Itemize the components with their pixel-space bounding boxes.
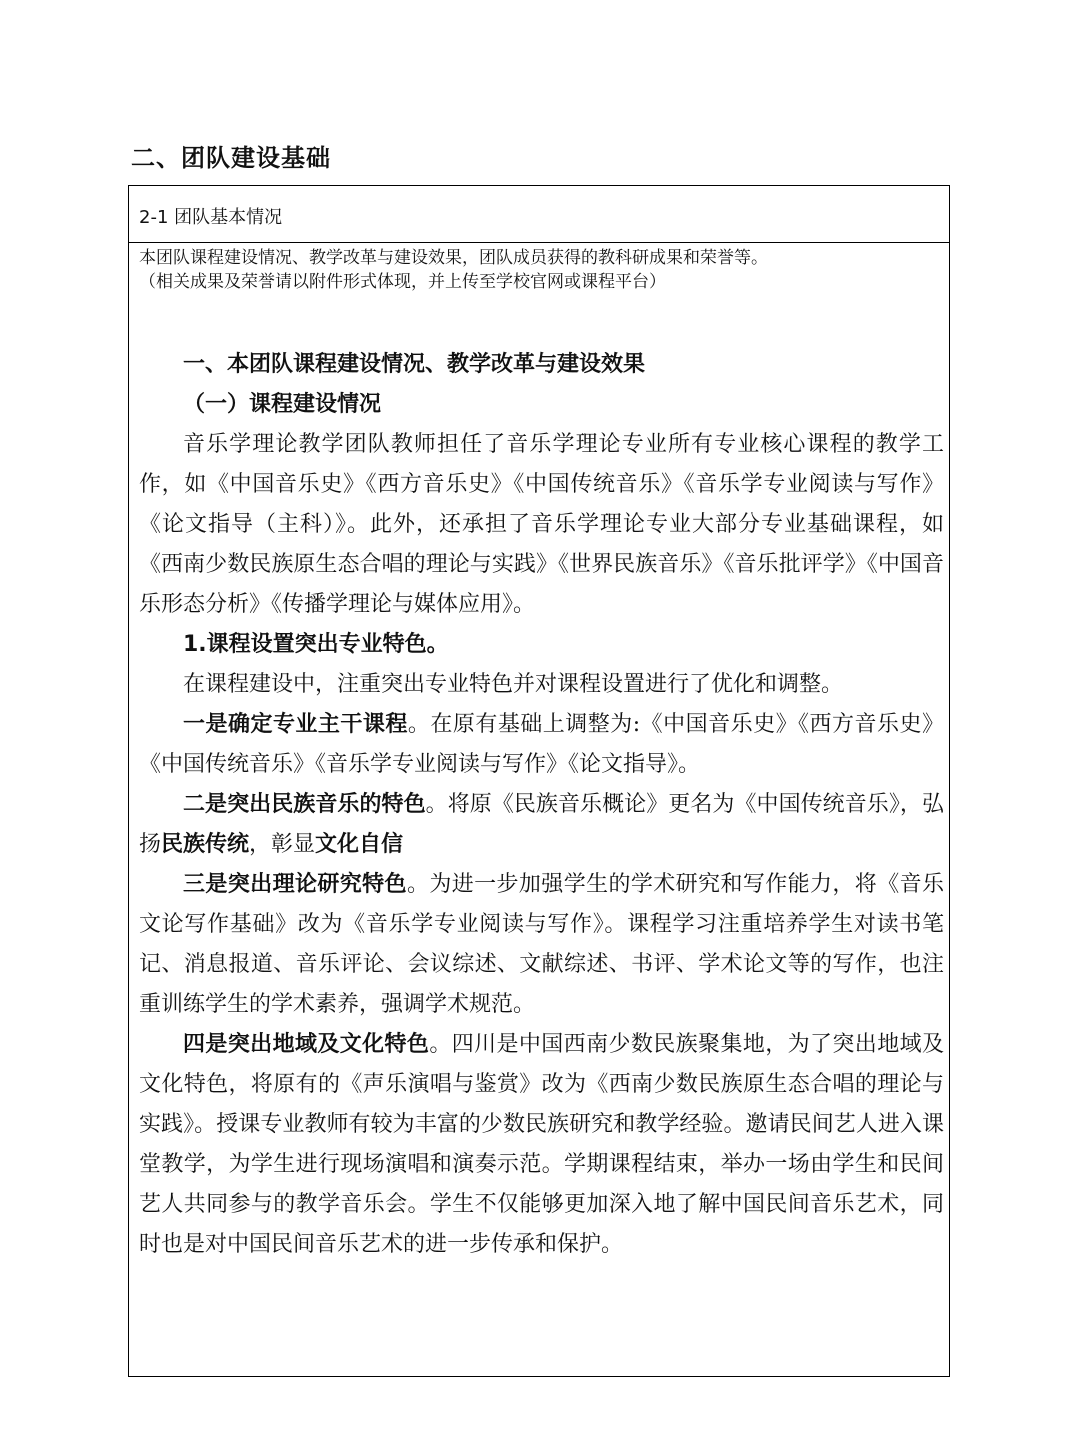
paragraph-5-text: 。为进一步加强学生的学术研究和写作能力，将《音乐文论写作基础》改为《音乐学专业阅读与写作》。课程学习注重培养学生对读书笔记、消息报道、音乐评论、会议综述、文献综述、书评、学术论文等的写作，也注重训练学生的学术素养，强调学术规范。: [139, 872, 944, 1017]
heading-2: （一）课程建设情况: [183, 392, 382, 417]
paragraph-5: [139, 865, 944, 1025]
table-header: 2-1 团队基本情况: [139, 207, 283, 228]
desc-line-1: 本团队课程建设情况、教学改革与建设效果，团队成员获得的教科研成果和荣誉等。: [139, 248, 768, 268]
section-title: 二、团队建设基础: [131, 144, 331, 172]
paragraph-3-text: 。在原有基础上调整为:《中国音乐史》《西方音乐史》《中国传统音乐》《音乐学专业阅读与写作》《论文指导》。: [139, 712, 944, 777]
info-table: [128, 185, 950, 1377]
paragraph-4-lead: 二是突出民族音乐的特色: [183, 792, 426, 817]
paragraph-1: 音乐学理论教学团队教师担任了音乐学理论专业所有专业核心课程的教学工作，如《中国音乐史》《西方音乐史》《中国传统音乐》《音乐学专业阅读与写作》《论文指导（主科）》。此外，还承担了音乐学理论专业大部分专业基础课程，如《西南少数民族原生态合唱的理论与实践》《世界民族音乐》《音乐批评学》《中国音乐形态分析》《传播学理论与媒体应用》。: [139, 432, 944, 617]
paragraph-4-bold-3: 文化自信: [315, 832, 404, 857]
paragraph-4-bold-2: 民族传统: [161, 832, 250, 857]
paragraph-4: [139, 785, 944, 865]
paragraph-6-lead: 四是突出地域及文化特色: [183, 1032, 430, 1057]
paragraph-4-text-2: ，彰显: [249, 832, 316, 857]
paragraph-6: [139, 1025, 944, 1265]
paragraph-4-text: 。将原《民族音乐概论》更名为《中国传统音乐》，弘扬: [139, 792, 944, 857]
paragraph-3: [139, 705, 944, 785]
table-header-row: [129, 186, 949, 243]
table-description: [139, 246, 944, 294]
paragraph-5-lead: 三是突出理论研究特色: [183, 872, 407, 897]
content-body: [139, 345, 944, 1265]
desc-line-2: （相关成果及荣誉请以附件形式体现，并上传至学校官网或课程平台）: [139, 272, 666, 292]
heading-3: 1.课程设置突出专业特色。: [183, 632, 449, 657]
heading-1: 一、本团队课程建设情况、教学改革与建设效果: [183, 352, 646, 377]
paragraph-2: 在课程建设中，注重突出专业特色并对课程设置进行了优化和调整。: [183, 672, 844, 697]
paragraph-6-text: 。四川是中国西南少数民族聚集地，为了突出地域及文化特色，将原有的《声乐演唱与鉴赏》改为《西南少数民族原生态合唱的理论与实践》。授课专业教师有较为丰富的少数民族研究和教学经验。邀请民间艺人进入课堂教学，为学生进行现场演唱和演奏示范。学期课程结束，举办一场由学生和民间艺人共同参与的教学音乐会。学生不仅能够更加深入地了解中国民间音乐艺术，同时也是对中国民间音乐艺术的进一步传承和保护。: [139, 1032, 944, 1257]
paragraph-3-lead: 一是确定专业主干课程: [183, 712, 408, 737]
